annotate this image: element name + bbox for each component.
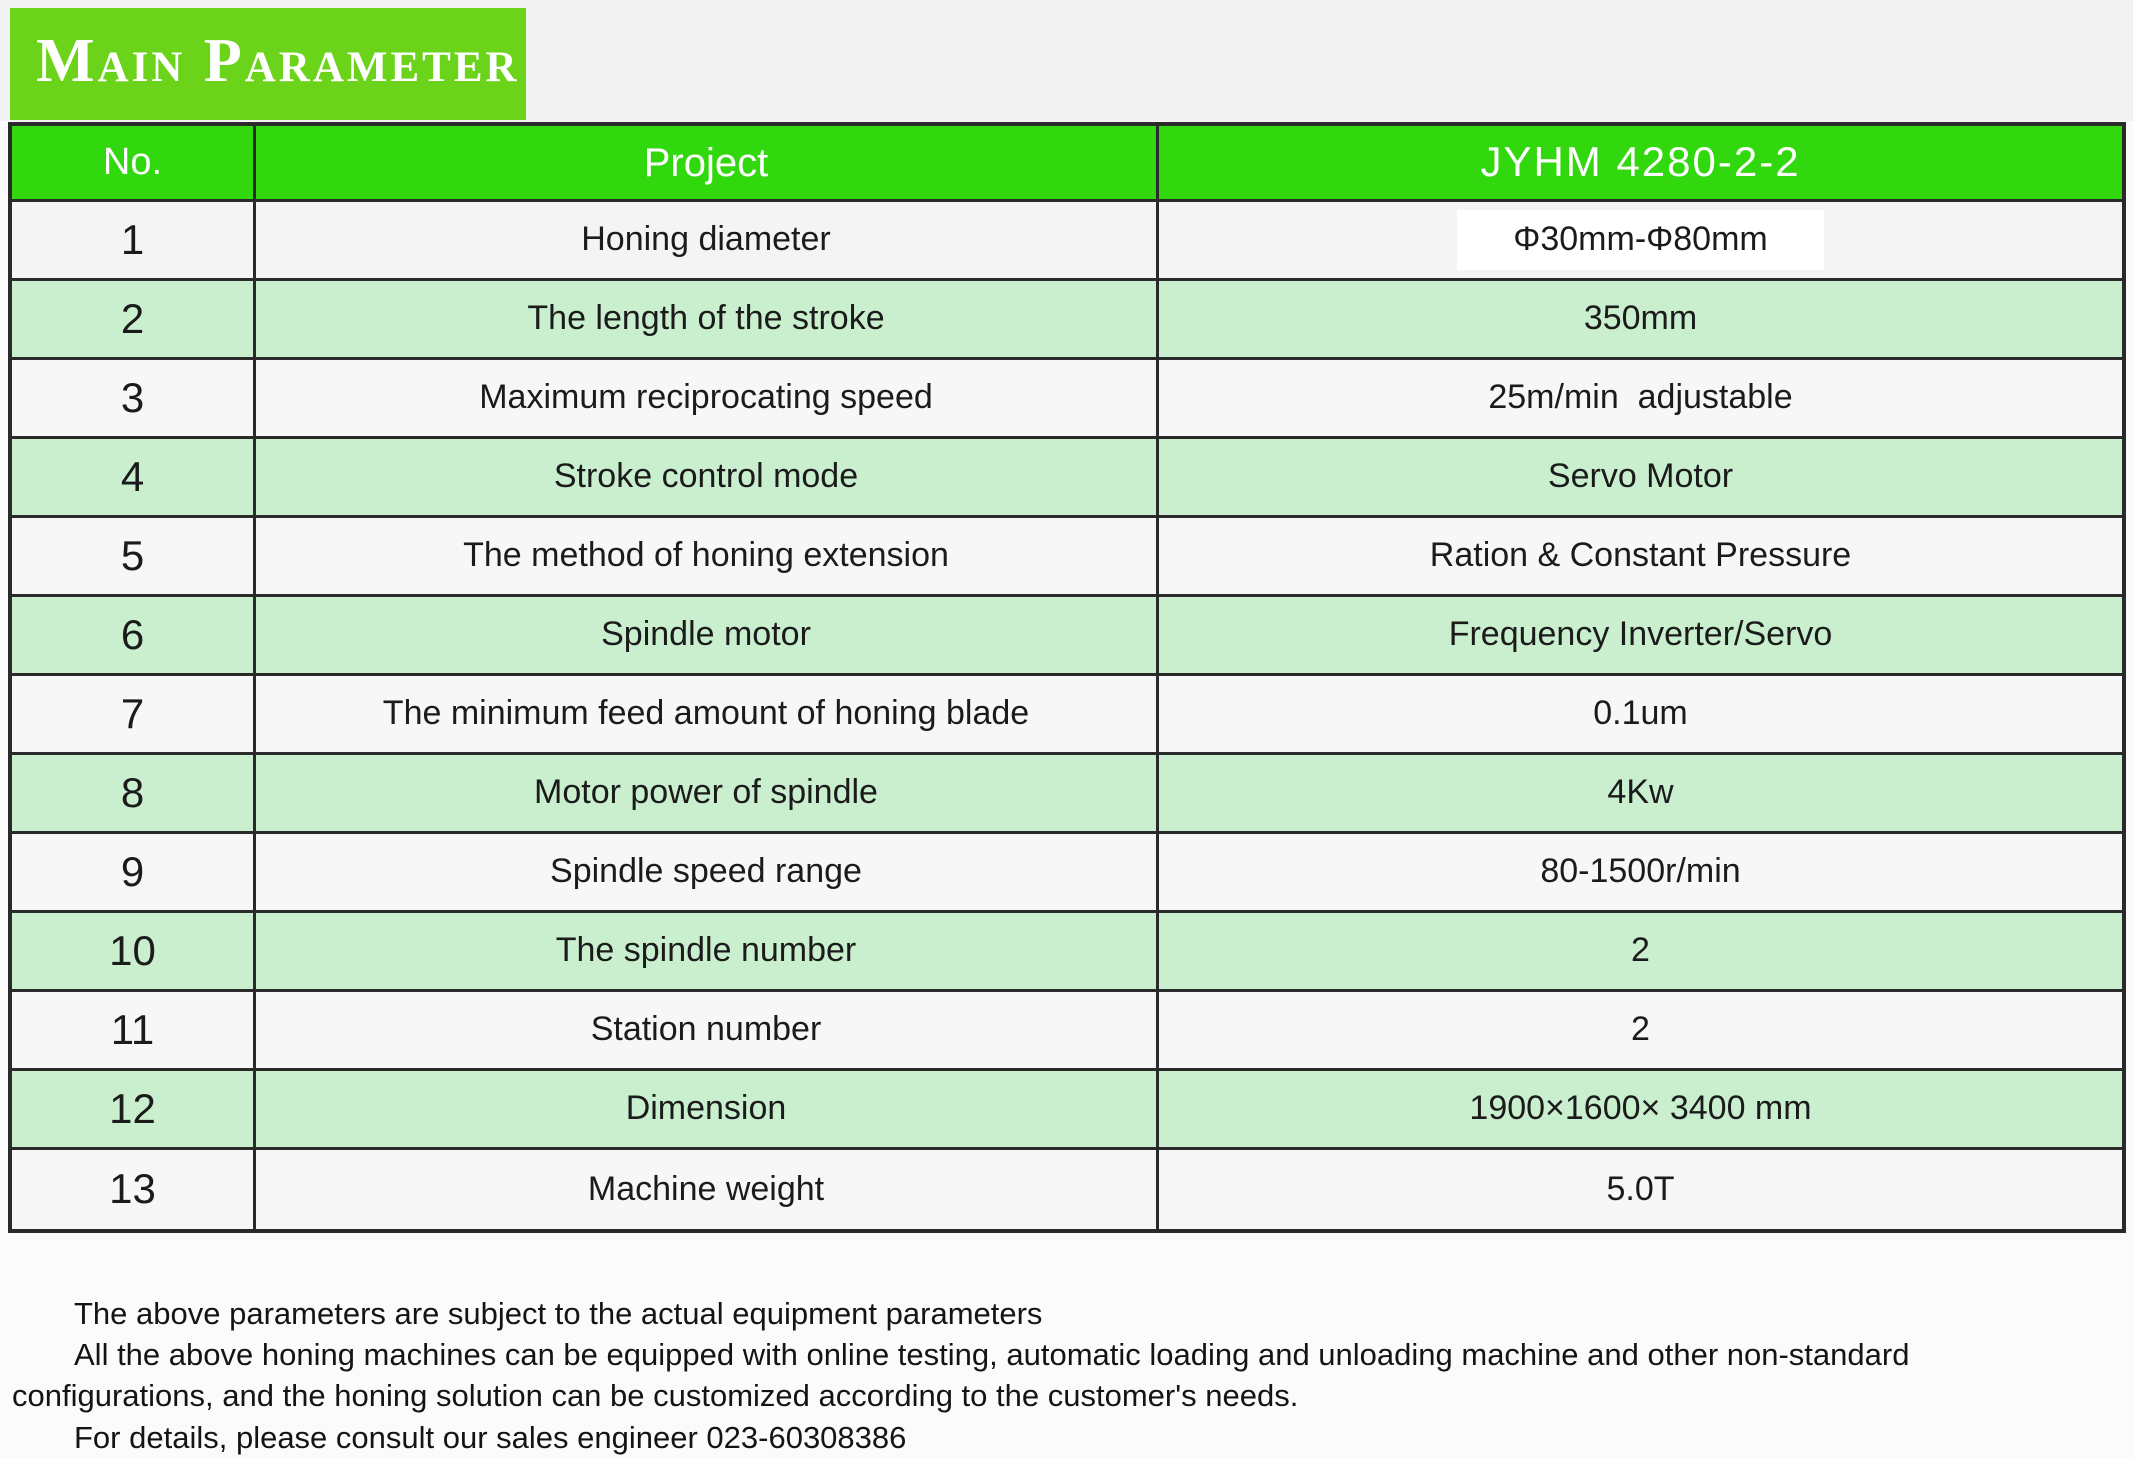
project-cell: The minimum feed amount of honing blade	[256, 676, 1159, 752]
table-header-row	[12, 126, 2122, 202]
value-cell	[1159, 597, 2122, 673]
table-row	[12, 281, 2122, 360]
table-row	[12, 992, 2122, 1071]
project-cell: Stroke control mode	[256, 439, 1159, 515]
footnotes	[12, 1293, 2112, 1458]
table-row	[12, 202, 2122, 281]
value-cell	[1159, 755, 2122, 831]
table-body	[12, 202, 2122, 1229]
value-text: 5.0T	[1606, 1169, 1675, 1208]
value-text: 80-1500r/min	[1540, 852, 1741, 891]
table-row	[12, 360, 2122, 439]
project-cell: The method of honing extension	[256, 518, 1159, 594]
project-cell: Dimension	[256, 1071, 1159, 1147]
row-number-cell: 13	[12, 1150, 256, 1229]
project-cell: The length of the stroke	[256, 281, 1159, 357]
value-text: 4Kw	[1607, 773, 1674, 812]
project-cell: Spindle motor	[256, 597, 1159, 673]
value-cell	[1159, 360, 2122, 436]
value-text: 25m/min adjustable	[1488, 378, 1793, 417]
table-row	[12, 1150, 2122, 1229]
row-number-cell: 9	[12, 834, 256, 910]
value-cell	[1159, 834, 2122, 910]
value-text: 350mm	[1583, 299, 1698, 338]
row-number-cell: 11	[12, 992, 256, 1068]
value-cell	[1159, 202, 2122, 278]
row-number-cell: 5	[12, 518, 256, 594]
project-cell: Motor power of spindle	[256, 755, 1159, 831]
value-cell	[1159, 281, 2122, 357]
page-title: Main Parameter	[36, 27, 520, 95]
value-cell	[1159, 518, 2122, 594]
header-project: Project	[256, 126, 1159, 199]
value-text: Ration & Constant Pressure	[1429, 536, 1852, 575]
project-cell: Spindle speed range	[256, 834, 1159, 910]
table-row	[12, 755, 2122, 834]
row-number-cell: 2	[12, 281, 256, 357]
project-cell: Station number	[256, 992, 1159, 1068]
footnote-line: All the above honing machines can be equipped with online testing, automatic loading and unloading machine and other non-standard configurations, and the honing solution can be customized according to the customer's needs.	[12, 1337, 1910, 1414]
value-text: 2	[1631, 1010, 1650, 1049]
value-cell	[1159, 1150, 2122, 1229]
project-cell: The spindle number	[256, 913, 1159, 989]
value-cell	[1159, 1071, 2122, 1147]
value-text: 2	[1631, 931, 1650, 970]
project-cell: Machine weight	[256, 1150, 1159, 1229]
value-text: Servo Motor	[1547, 457, 1734, 496]
row-number-cell: 1	[12, 202, 256, 278]
value-text: Φ30mm-Φ80mm	[1457, 210, 1824, 269]
table-row	[12, 834, 2122, 913]
table-row	[12, 597, 2122, 676]
table-row	[12, 518, 2122, 597]
value-text: 1900×1600× 3400 mm	[1469, 1089, 1812, 1128]
parameter-table	[8, 122, 2126, 1233]
footnote-line: The above parameters are subject to the actual equipment parameters	[74, 1296, 1043, 1331]
header-model: JYHM 4280-2-2	[1480, 138, 1801, 186]
row-number-cell: 10	[12, 913, 256, 989]
value-text: 0.1um	[1593, 694, 1688, 733]
value-cell	[1159, 992, 2122, 1068]
project-cell: Maximum reciprocating speed	[256, 360, 1159, 436]
table-row	[12, 1071, 2122, 1150]
value-cell	[1159, 913, 2122, 989]
project-cell: Honing diameter	[256, 202, 1159, 278]
value-cell	[1159, 439, 2122, 515]
row-number-cell: 4	[12, 439, 256, 515]
row-number-cell: 6	[12, 597, 256, 673]
row-number-cell: 7	[12, 676, 256, 752]
value-cell	[1159, 676, 2122, 752]
row-number-cell: 8	[12, 755, 256, 831]
row-number-cell: 3	[12, 360, 256, 436]
header-no: No.	[12, 126, 256, 199]
row-number-cell: 12	[12, 1071, 256, 1147]
table-row	[12, 913, 2122, 992]
page-title-box	[10, 8, 526, 120]
footnote-line: For details, please consult our sales engineer 023-60308386	[74, 1419, 907, 1455]
table-row	[12, 439, 2122, 518]
value-text: Frequency Inverter/Servo	[1448, 615, 1833, 654]
table-row	[12, 676, 2122, 755]
